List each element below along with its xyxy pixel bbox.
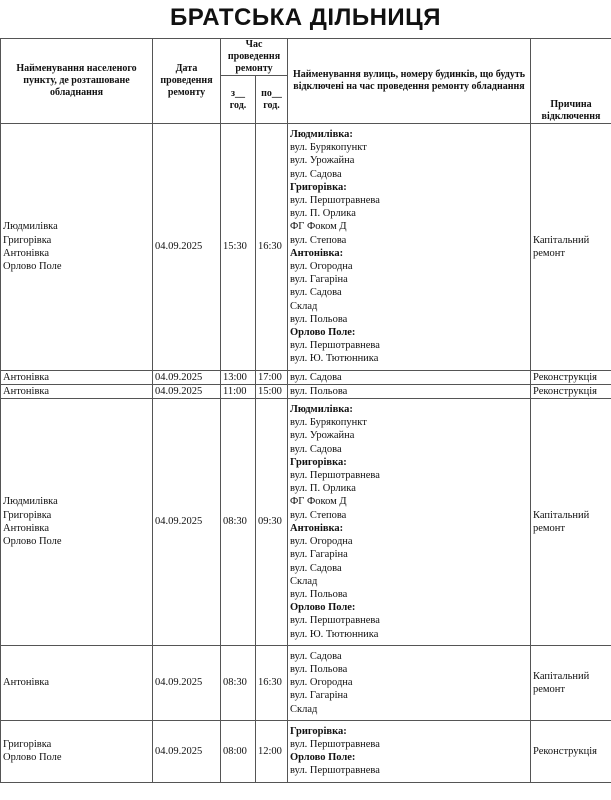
settlement-cell <box>1 370 153 384</box>
header-date: Дата проведення ремонту <box>153 39 221 124</box>
street-item: Склад <box>290 703 318 715</box>
date-cell: 04.09.2025 <box>153 124 221 371</box>
time-to-cell: 16:30 <box>256 124 288 371</box>
street-item: вул. Гагаріна <box>290 274 348 286</box>
date-cell: 04.09.2025 <box>153 399 221 646</box>
time-from-cell: 08:30 <box>221 645 256 720</box>
street-item: вул. Першотравнева <box>290 615 380 627</box>
street-item: вул. Першотравнева <box>290 340 380 352</box>
settlement-name: Антонівка <box>3 371 49 383</box>
settlement-cell <box>1 645 153 720</box>
street-item: вул. Першотравнева <box>290 470 380 482</box>
street-item: вул. П. Орлика <box>290 208 356 220</box>
street-item: вул. П. Орлика <box>290 483 356 495</box>
street-item: вул. Бурякопункт <box>290 417 367 429</box>
header-from: з__ год. <box>221 76 256 124</box>
settlement-name: Орлово Поле <box>3 536 62 548</box>
streets-cell <box>288 645 531 720</box>
settlement-name: Антонівка <box>3 677 49 689</box>
streets-cell <box>288 720 531 782</box>
street-item: вул. Садова <box>290 562 342 574</box>
locality-heading: Орлово Поле: <box>290 752 356 764</box>
street-item: вул. Гагаріна <box>290 549 348 561</box>
time-to-cell: 09:30 <box>256 399 288 646</box>
streets-cell <box>288 384 531 398</box>
street-item: вул. Садова <box>290 287 342 299</box>
header-row <box>1 39 611 76</box>
locality-heading: Людмилівка: <box>290 129 353 140</box>
time-to-cell: 15:00 <box>256 384 288 398</box>
street-item: вул. Бурякопункт <box>290 142 367 154</box>
time-to-cell: 17:00 <box>256 370 288 384</box>
street-item: вул. Польова <box>290 663 348 675</box>
table-row <box>1 124 611 371</box>
street-item: вул. Ю. Тютюнника <box>290 353 379 365</box>
street-item: вул. Гагаріна <box>290 690 348 702</box>
locality-heading: Людмилівка: <box>290 404 353 416</box>
street-item: вул. Першотравнева <box>290 195 380 207</box>
reason-cell: Капітальний ремонт <box>531 645 611 720</box>
settlement-cell <box>1 399 153 646</box>
locality-heading: Антонівка: <box>290 522 344 534</box>
street-item: вул. Садова <box>290 650 342 662</box>
locality-heading: Григорівка: <box>290 456 347 468</box>
streets-cell <box>288 370 531 384</box>
table-body <box>1 39 611 783</box>
street-item: вул. Урожайна <box>290 155 355 167</box>
table-row <box>1 720 611 782</box>
reason-cell: Реконструкція <box>531 384 611 398</box>
reason-cell: Капітальний ремонт <box>531 124 611 371</box>
locality-heading: Григорівка: <box>290 725 347 737</box>
street-item: Склад <box>290 300 318 312</box>
street-item: вул. Урожайна <box>290 430 355 442</box>
header-time: Час проведення ремонту <box>221 39 288 76</box>
outage-schedule-table <box>0 38 611 783</box>
header-reason-spacer <box>531 39 611 76</box>
time-from-cell: 08:00 <box>221 720 256 782</box>
street-item: вул. Польова <box>290 313 348 325</box>
locality-heading: Орлово Поле: <box>290 602 356 614</box>
street-item: вул. Ю. Тютюнника <box>290 628 379 640</box>
date-cell: 04.09.2025 <box>153 720 221 782</box>
table-row <box>1 370 611 384</box>
settlement-name: Орлово Поле <box>3 261 62 273</box>
settlement-name: Орлово Поле <box>3 752 62 764</box>
settlement-name: Антонівка <box>3 522 49 534</box>
street-item: вул. Степова <box>290 234 347 246</box>
street-item: Склад <box>290 575 318 587</box>
time-to-cell: 12:00 <box>256 720 288 782</box>
date-cell: 04.09.2025 <box>153 645 221 720</box>
street-item: вул. Польова <box>290 588 348 600</box>
settlement-cell <box>1 124 153 371</box>
reason-cell: Реконструкція <box>531 720 611 782</box>
street-item: вул. Першотравнева <box>290 765 380 777</box>
street-item: ФГ Фоком Д <box>290 221 347 233</box>
street-item: вул. Огородна <box>290 677 353 689</box>
settlement-name: Григорівка <box>3 509 52 521</box>
header-settlement: Найменування населеного пункту, де розташоване обладнання <box>1 39 153 124</box>
time-to-cell: 16:30 <box>256 645 288 720</box>
header-reason: Причина відключення <box>531 76 611 124</box>
street-item: ФГ Фоком Д <box>290 496 347 508</box>
time-from-cell: 13:00 <box>221 370 256 384</box>
locality-heading: Антонівка: <box>290 247 344 259</box>
table-row <box>1 645 611 720</box>
reason-cell: Реконструкція <box>531 370 611 384</box>
street-item: вул. Польова <box>290 385 348 397</box>
street-item: вул. Садова <box>290 168 342 180</box>
street-item: вул. Садова <box>290 371 342 383</box>
street-item: вул. Садова <box>290 443 342 455</box>
date-cell: 04.09.2025 <box>153 370 221 384</box>
header-to: по__ год. <box>256 76 288 124</box>
table-row <box>1 384 611 398</box>
header-streets: Найменування вулиць, номеру будинків, що будуть відключені на час проведення ремонту обладнання <box>288 39 531 124</box>
locality-heading: Григорівка: <box>290 181 347 193</box>
settlement-name: Антонівка <box>3 247 49 259</box>
time-from-cell: 15:30 <box>221 124 256 371</box>
date-cell: 04.09.2025 <box>153 384 221 398</box>
settlement-name: Людмилівка <box>3 496 58 508</box>
time-from-cell: 11:00 <box>221 384 256 398</box>
street-item: вул. Огородна <box>290 261 353 273</box>
table-row <box>1 399 611 646</box>
streets-cell <box>288 124 531 371</box>
settlement-name: Людмилівка <box>3 221 58 233</box>
street-item: вул. Першотравнева <box>290 738 380 750</box>
streets-cell <box>288 399 531 646</box>
time-from-cell: 08:30 <box>221 399 256 646</box>
street-item: вул. Степова <box>290 509 347 521</box>
settlement-cell <box>1 720 153 782</box>
settlement-name: Григорівка <box>3 234 52 246</box>
locality-heading: Орлово Поле: <box>290 327 356 339</box>
settlement-name: Григорівка <box>3 738 52 750</box>
street-item: вул. Огородна <box>290 536 353 548</box>
settlement-name: Антонівка <box>3 385 49 397</box>
settlement-cell <box>1 384 153 398</box>
reason-cell: Капітальний ремонт <box>531 399 611 646</box>
page-title: БРАТСЬКА ДІЛЬНИЦЯ <box>170 4 441 31</box>
